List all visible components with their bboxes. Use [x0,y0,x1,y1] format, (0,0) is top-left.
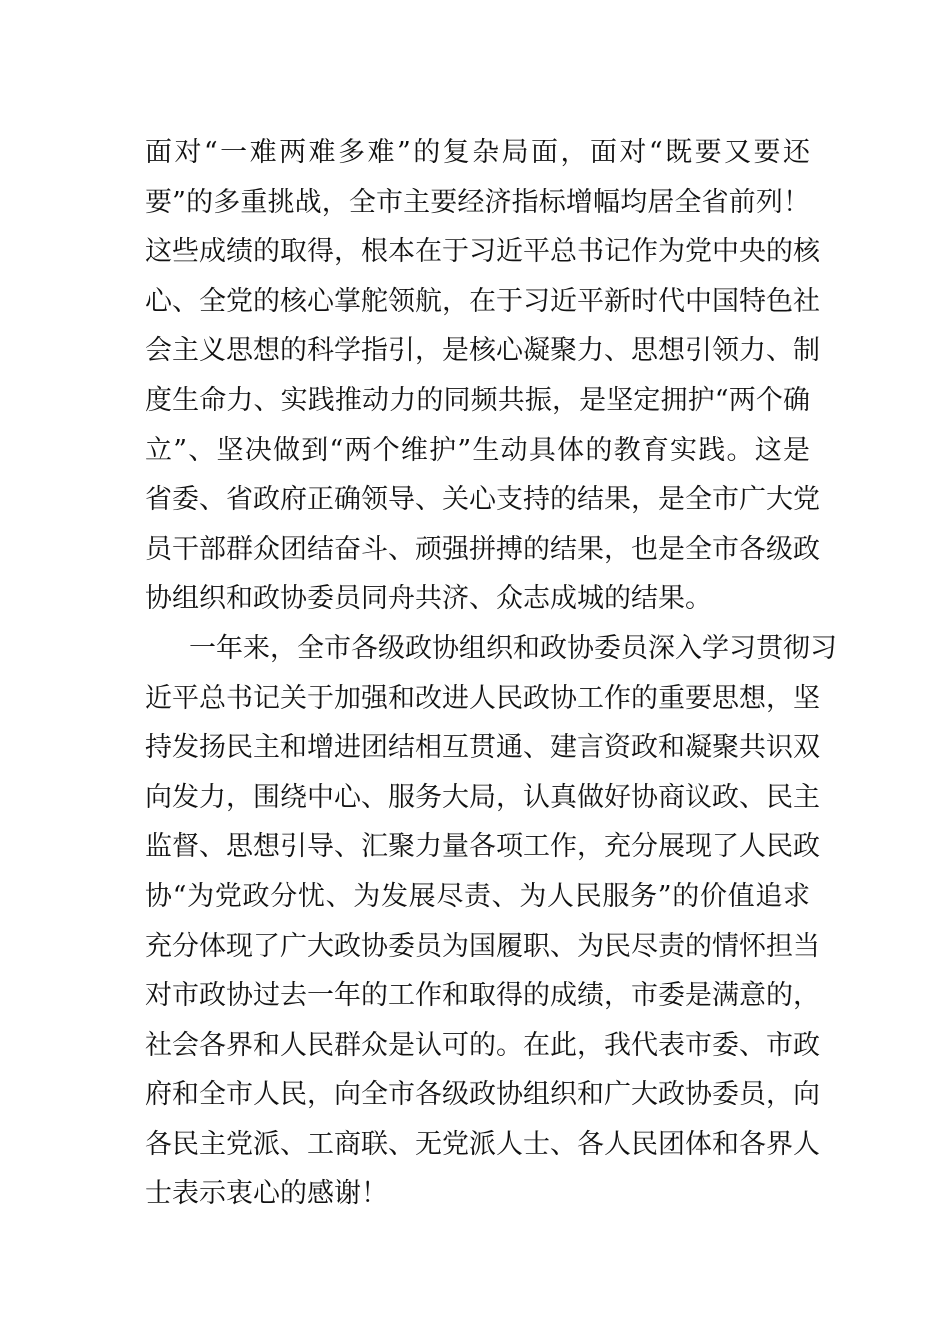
text-line: 对市政协过去一年的工作和取得的成绩，市委是满意的， [145,980,820,1012]
text-line: 社会各界和人民群众是认可的。在此，我代表市委、市政 [145,1029,820,1061]
text-line: 省委、省政府正确领导、关心支持的结果，是全市广大党 [145,484,820,516]
text-line: 一年来，全市各级政协组织和政协委员深入学习贯彻习 [189,632,837,664]
text-line: 协“为党政分忧、为发展尽责、为人民服务”的价值追求 [145,880,810,912]
text-line: 府和全市人民，向全市各级政协组织和广大政协委员，向 [145,1079,820,1111]
text-line: 心、全党的核心掌舵领航，在于习近平新时代中国特色社 [145,285,820,317]
document-body [145,128,837,1219]
text-line: 近平总书记关于加强和改进人民政协工作的重要思想，坚 [145,682,820,714]
text-line: 协组织和政协委员同舟共济、众志成城的结果。 [145,583,712,615]
text-line: 士表示衷心的感谢！ [145,1178,388,1210]
text-line: 立”、坚决做到“两个维护”生动具体的教育实践。这是 [145,434,810,466]
text-line: 度生命力、实践推动力的同频共振，是坚定拥护“两个确 [145,384,810,416]
text-line: 面对“一难两难多难”的复杂局面，面对“既要又要还 [145,137,810,168]
paragraph-2 [145,624,837,1219]
text-line: 各民主党派、工商联、无党派人士、各人民团体和各界人 [145,1128,820,1160]
text-line: 会主义思想的科学指引，是核心凝聚力、思想引领力、制 [145,335,820,367]
text-line: 要”的多重挑战，全市主要经济指标增幅均居全省前列！ [145,186,810,218]
text-line: 员干部群众团结奋斗、顽强拼搏的结果，也是全市各级政 [145,533,820,565]
text-line: 持发扬民主和增进团结相互贯通、建言资政和凝聚共识双 [145,732,820,764]
text-line: 向发力，围绕中心、服务大局，认真做好协商议政、民主 [145,781,820,813]
text-line: 这些成绩的取得，根本在于习近平总书记作为党中央的核 [145,236,820,268]
paragraph-1 [145,128,820,624]
text-line: 监督、思想引导、汇聚力量各项工作，充分展现了人民政 [145,831,820,863]
text-line: 充分体现了广大政协委员为国履职、为民尽责的情怀担当 [145,930,820,962]
